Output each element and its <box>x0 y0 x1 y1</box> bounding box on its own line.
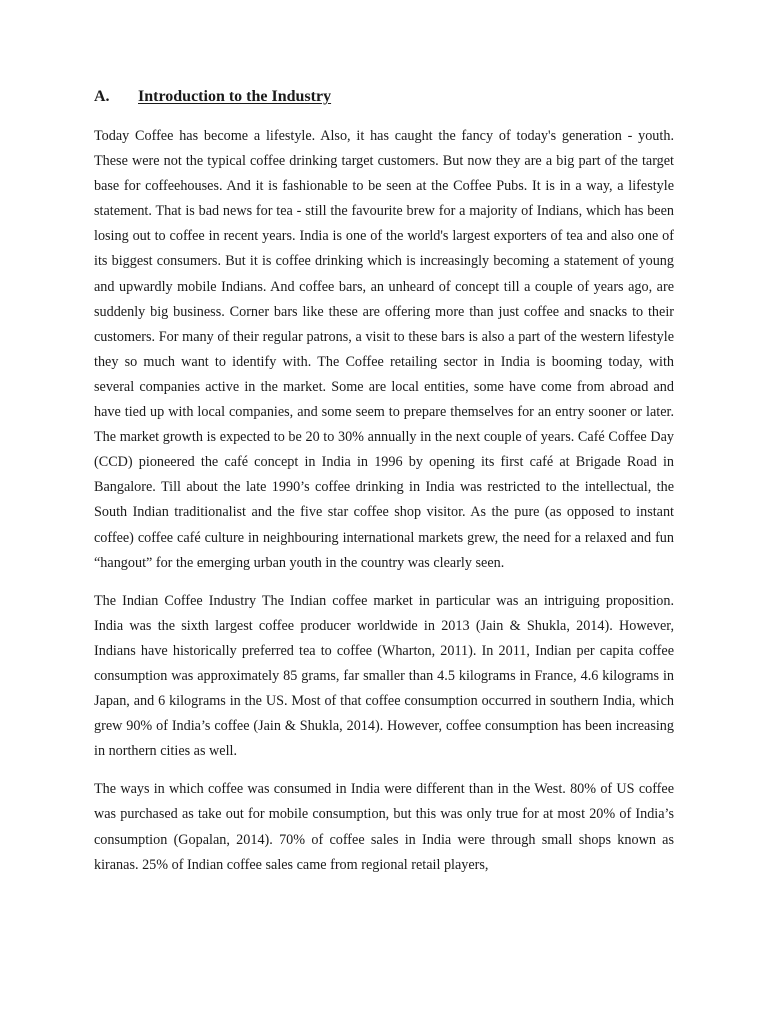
section-title: Introduction to the Industry <box>138 88 332 105</box>
paragraph-intro: Today Coffee has become a lifestyle. Also, it has caught the fancy of today's generation - youth. These were not the typical coffee drinking target customers. But now they are a big part of the target base for coffeehouses. And it is fashionable to be seen at the Coffee Pubs. It is in a way, a lifestyle statement. That is bad news for tea - still the favourite brew for a majority of Indians, which has been losing out to coffee in recent years. India is one of the world's largest exporters of tea and also one of its biggest consumers. But it is coffee drinking which is increasingly becoming a statement of young and upwardly mobile Indians. And coffee bars, an unheard of concept till a couple of years ago, are suddenly big business. Corner bars like these are offering more than just coffee and snacks to their customers. For many of their regular patrons, a visit to these bars is also a part of the western lifestyle they so much want to identify with. The Coffee retailing sector in India is booming today, with several companies active in the market. Some are local entities, some have come from abroad and have tied up with local companies, and some seem to prepare themselves for an entry sooner or later. The market growth is expected to be 20 to 30% annually in the next couple of years. Café Coffee Day (CCD) pioneered the café concept in India in 1996 by opening its first café at Brigade Road in Bangalore. Till about the late 1990’s coffee drinking in India was restricted to the intellectual, the South Indian traditionalist and the five star coffee shop visitor. As the pure (as opposed to instant coffee) coffee café culture in neighbouring international markets grew, the need for a relaxed and fun “hangout” for the emerging urban youth in the country was clearly seen. <box>94 128 674 571</box>
section-heading <box>94 86 331 108</box>
document-body <box>94 124 674 891</box>
paragraph-indian-coffee-industry: The Indian Coffee Industry The Indian coffee market in particular was an intriguing proposition. India was the sixth largest coffee producer worldwide in 2013 (Jain & Shukla, 2014). However, Indians have historically preferred tea to coffee (Wharton, 2011). In 2011, Indian per capita coffee consumption was approximately 85 grams, far smaller than 4.5 kilograms in France, 4.6 kilograms in Japan, and 6 kilograms in the US. Most of that coffee consumption occurred in southern India, which grew 90% of India’s coffee (Jain & Shukla, 2014). However, coffee consumption has been increasing in northern cities as well. <box>94 592 674 760</box>
paragraph-consumption-ways: The ways in which coffee was consumed in India were different than in the West. 80% of US coffee was purchased as take out for mobile consumption, but this was only true for at most 20% of India’s consumption (Gopalan, 2014). 70% of coffee sales in India were through small shops known as kiranas. 25% of Indian coffee sales came from regional retail players, <box>94 781 674 873</box>
section-letter: A. <box>94 88 110 105</box>
